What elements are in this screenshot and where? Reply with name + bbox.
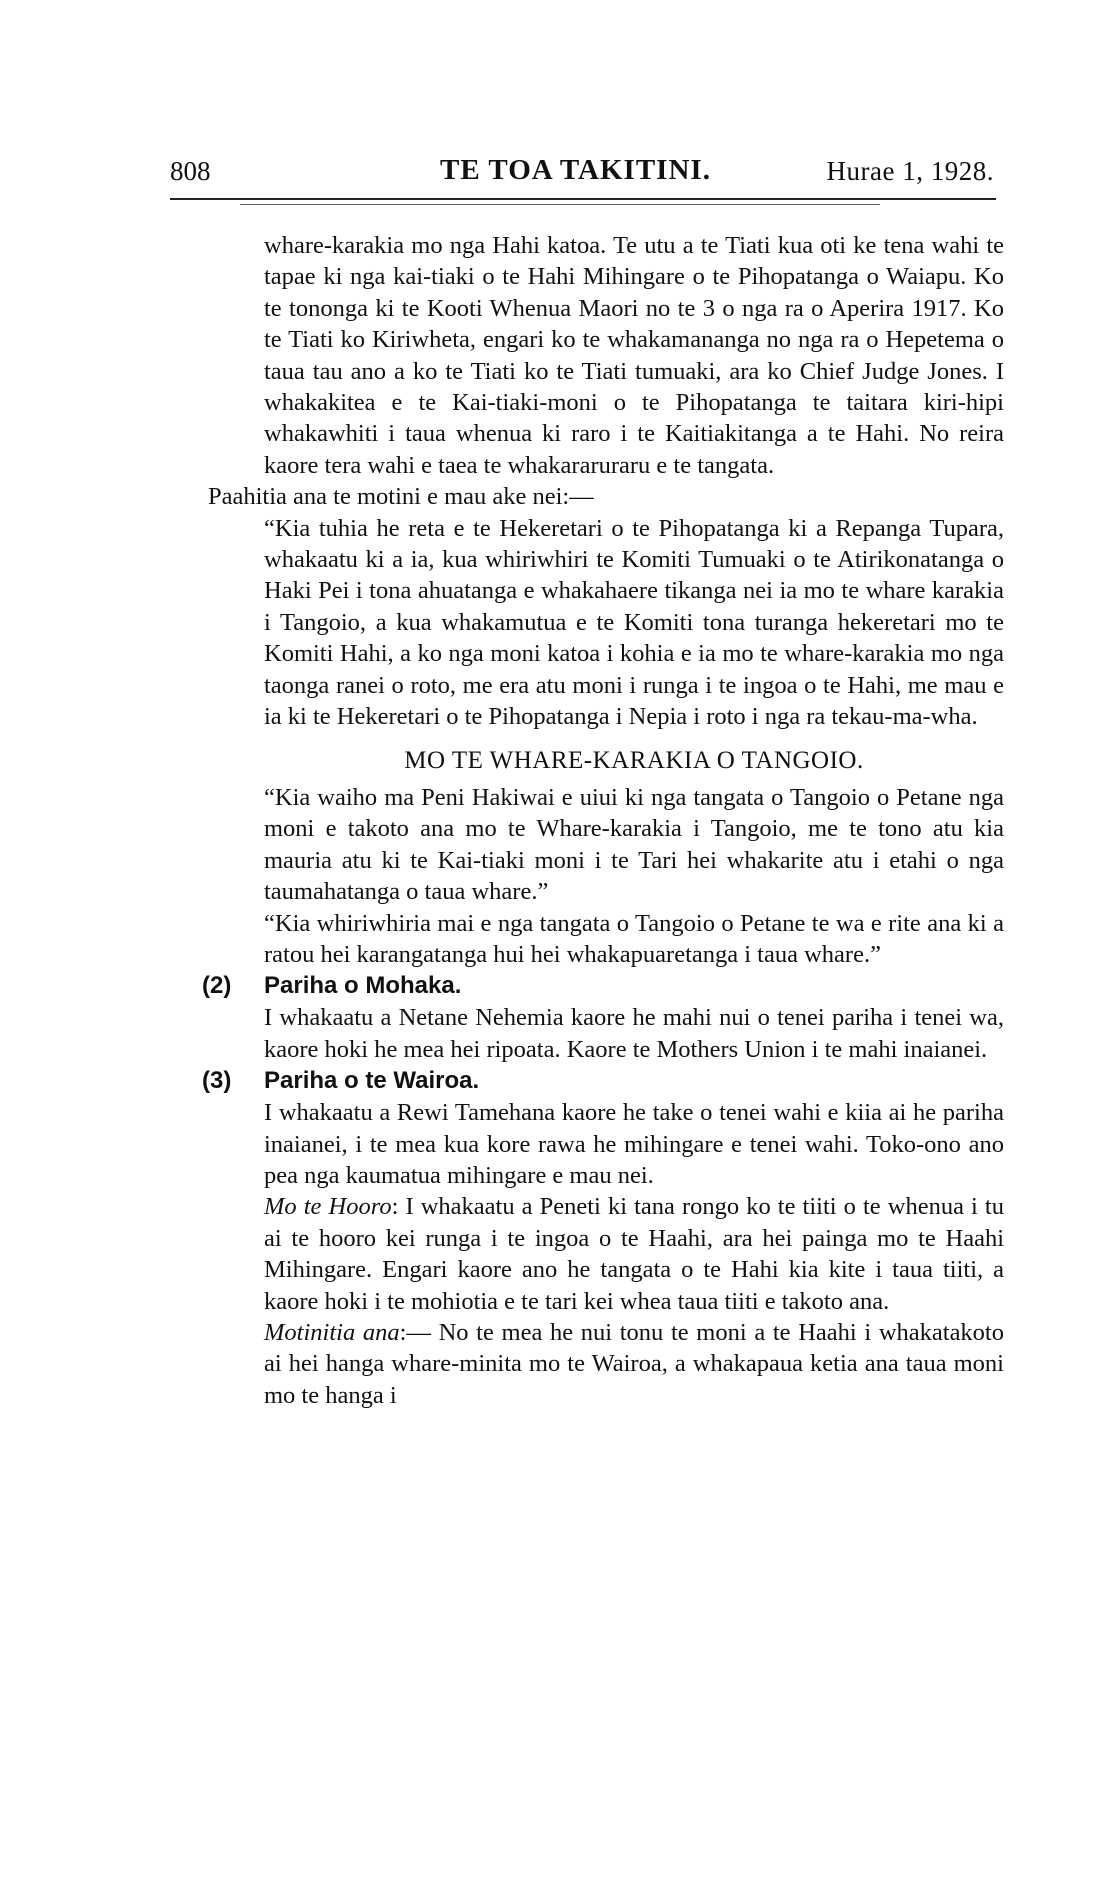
issue-date: Hurae 1, 1928. — [826, 156, 994, 186]
journal-title: TE TOA TAKITINI. — [440, 154, 711, 186]
item-paragraph: I whakaatu a Rewi Tamehana kaore he take o tenei wahi e kiia ai he pariha inaianei, i te mea kua kore rawa he mihingare e tenei wahi. Toko-ono ano pea nga kaumatua mihingare e mau nei. — [264, 1099, 1004, 1189]
motion-text: :— No te mea he nui tonu te moni a te Haahi i whakatakoto ai hei hanga whare-minita mo te Wairoa, a whakapaua ketia ana taua moni mo te hanga i — [264, 1319, 1004, 1409]
paragraph-motion-quote: “Kia tuhia he reta e te Hekeretari o te Pihopatanga ki a Repanga Tupara, whakaatu ki a ia, kua whiriwhiri te Komiti Tumuaki o te Atirikonatanga o Haki Pei i tona ahuatanga e whakahaere tikanga nei ia mo te whare karakia i Tangoio, a kua whakamutua e te Komiti tona turanga hekeretari mo te Komiti Hahi, a ko nga moni katoa i kohia e ia mo te whare-karakia mo nga taonga ranei o roto, me era atu moni i runga i te ingoa o te Hahi, me mau e ia ki te Hekeretari o te Pihopatanga i Nepia i roto i nga ra tekau-ma-wha. — [264, 514, 1004, 731]
item-title: Pariha o Mohaka. — [264, 972, 462, 1000]
item-heading — [202, 970, 1004, 1002]
motion-label: Motinitia ana — [264, 1319, 400, 1346]
paragraph: whare-karakia mo nga Hahi katoa. Te utu a te Tiati kua oti ke tena wahi te tapae ki nga kai-tiaki o te Hahi Mihingare o te Pihopatanga o Waiapu. Ko te tononga ki te Kooti Whenua Maori no te 3 o nga ra o Aperira 1917. Ko te Tiati ko Kiriwheta, engari ko te whakamananga no nga ra o Hepetema o taua tau ano a ko te Tiati ko te Tiati tumuaki, ara ko Chief Judge Jones. I whakakitea e te Kai-tiaki-moni o te Pihopatanga te taitara kiri-hipi whakawhiti i taua whenua ki raro i te Kaitiakitanga a te Hahi. No reira kaore tera wahi e taea te whakararuraru e te tangata. — [264, 232, 1004, 479]
hooro-label: Mo te Hooro — [264, 1193, 392, 1221]
header-rule-thin — [240, 204, 880, 205]
running-header — [170, 156, 1000, 196]
page-number: 808 — [170, 156, 211, 186]
hooro-text: : I whakaatu a Peneti ki tana rongo ko te tiiti o te whenua i tu ai te hooro kei runga i te ingoa o te Haahi, ara hei painga mo te Haahi Mihingare. Engari kaore ano he tangata o te Hahi kia kite i taua tiiti, a kaore hoki i te mohiotia e te tari kei whea taua tiiti e takoto ana. — [264, 1193, 1004, 1315]
paragraph-quote: “Kia waiho ma Peni Hakiwai e uiui ki nga tangata o Tangoio o Petane nga moni e takoto ana mo te Whare-karakia i Tangoio, me te tono atu kia mauria atu ki te Kai-tiaki moni i te Tari hei whakarite atu i etahi o nga taumahatanga o taua whare.” — [264, 783, 1004, 906]
section-title: MO TE WHARE-KARAKIA O TANGOIO. — [404, 746, 864, 774]
item-number: (2) — [202, 972, 232, 1000]
header-rule — [170, 198, 996, 200]
motion-intro: Paahitia ana te motini e mau ake nei:— — [208, 483, 594, 511]
item-title: Pariha o te Wairoa. — [264, 1067, 480, 1095]
body-text — [202, 230, 1004, 1411]
item-number: (3) — [202, 1067, 232, 1095]
item-paragraph: I whakaatu a Netane Nehemia kaore he mahi nui o tenei pariha i tenei wa, kaore hoki he mea hei ripoata. Kaore te Mothers Union i te mahi inaianei. — [264, 1004, 1004, 1063]
item-paragraph — [264, 1191, 1004, 1317]
paragraph-quote: “Kia whiriwhiria mai e nga tangata o Tangoio o Petane te wa e rite ana ki a ratou hei karangatanga hui hei whakapuaretanga i taua whare.” — [264, 909, 1004, 968]
item-heading — [202, 1065, 1004, 1097]
item-paragraph — [264, 1317, 1004, 1411]
